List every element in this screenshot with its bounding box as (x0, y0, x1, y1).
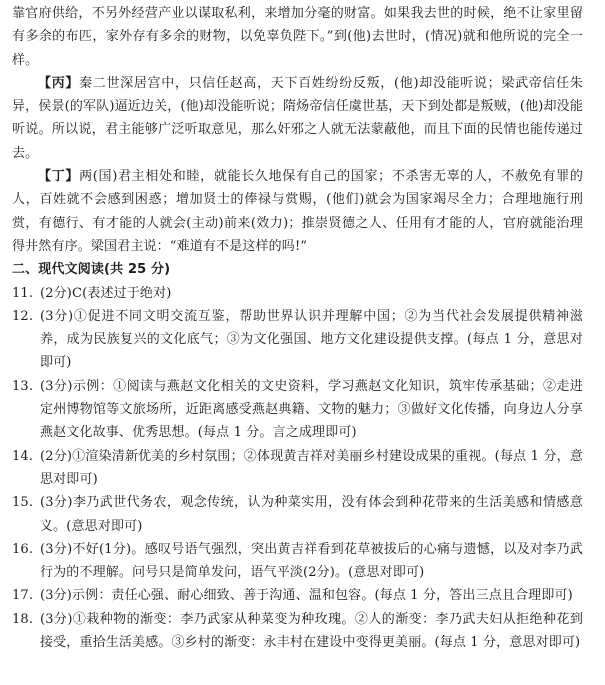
answer-text: (3分)示例：①阅读与燕赵文化相关的文史资料，学习燕赵文化知识，筑牢传承基础；②走进定州博物馆等文旅场所，近距离感受燕赵典籍、文物的魅力；③做好文化传播，向身边人分享燕赵文化故事、优秀思想。(每点 1 分。言之成理即可) (40, 378, 583, 441)
answer-number: 18. (12, 611, 34, 627)
answer-number: 14. (12, 448, 34, 464)
answer-number: 17. (12, 588, 34, 604)
answer-17 (12, 584, 583, 607)
answer-text: (2分)①渲染清新优美的乡村氛围；②体现黄吉祥对美丽乡村建设成果的重视。(每点 1 分，意思对即可) (40, 448, 583, 487)
passage-bing-text: 秦二世深居宫中，只信任赵高，天下百姓纷纷反叛，(他)却没能听说；梁武帝信任朱异，侯景(的军队)逼近边关，(他)却没能听说；隋炀帝信任虞世基，天下到处都是叛贼，(他)却没能听说。所以说，君主能够广泛听取意见，那么奸邪之人就无法蒙蔽他，而且下面的民情也能传递过去。 (12, 75, 583, 161)
answer-text: (3分)示例：责任心强、耐心细致、善于沟通、温和包容。(每点 1 分，答出三点且合理即可) (40, 588, 573, 604)
answer-number: 16. (12, 541, 34, 557)
passage-continued: 靠官府供给，不另外经营产业以谋取私利，来增加分毫的财富。如果我去世的时候，绝不让家里留有多余的布匹，家外存有多余的财物，以免辜负陛下。”到(他)去世时，(情况)就和他所说的完全一样。 (12, 6, 583, 68)
answer-number: 13. (12, 378, 34, 394)
answer-text: (3分)①促进不同文明交流互鉴，帮助世界认识并理解中国；②为当代社会发展提供精神滋养，成为民族复兴的文化底气；③为文化强国、地方文化建设提供支撑。(每点 1 分，意思对即可) (40, 308, 583, 371)
answer-number: 12. (12, 308, 34, 324)
answer-12 (12, 305, 583, 375)
answer-15 (12, 491, 583, 538)
answer-text: (3分)李乃武世代务农，观念传统，认为种菜实用，没有体会到种花带来的生活美感和情感意义。(意思对即可) (40, 495, 583, 534)
passage-tag-ding: 【丁】 (38, 169, 80, 185)
answer-14 (12, 445, 583, 492)
answer-text: (3分)不好(1分)。感叹号语气强烈，突出黄吉祥看到花草被拔后的心痛与遗憾，以及对李乃武行为的不理解。问号只是简单发问，语气平淡(2分)。(意思对即可) (40, 541, 583, 581)
answer-13 (12, 375, 583, 445)
passage-ding (12, 165, 583, 258)
answer-text: (2分)C(表述过于绝对) (40, 285, 172, 301)
passage-tag-bing: 【丙】 (38, 75, 80, 91)
section-title: 二、现代文阅读(共 25 分) (12, 262, 171, 278)
answer-text: (3分)①栽种物的渐变：李乃武家从种菜变为种玫瑰。②人的渐变：李乃武夫妇从拒绝种花到接受，重拾生活美感。③乡村的渐变：永丰村在建设中变得更美丽。(每点 1 分，意思对即可) (40, 611, 583, 651)
answer-number: 11. (12, 285, 34, 301)
passage-bing (12, 72, 583, 165)
passage-ding-text: 两(国)君主相处和睦，就能长久地保有自己的国家；不杀害无辜的人，不赦免有罪的人，百姓就不会感到困惑；增加贤士的俸禄与赏赐，(他们)就会为国家竭尽全力；合理地施行刑赏，有德行、有才能的人就会(主动)前来(效力)；推崇贤德之人、任用有才能的人，官府就能治理得井然有序。梁国君主说：“难道有不是这样的吗!” (12, 169, 583, 254)
answer-18 (12, 608, 583, 655)
answer-16 (12, 538, 583, 585)
answer-11 (12, 282, 583, 305)
answer-number: 15. (12, 495, 34, 511)
